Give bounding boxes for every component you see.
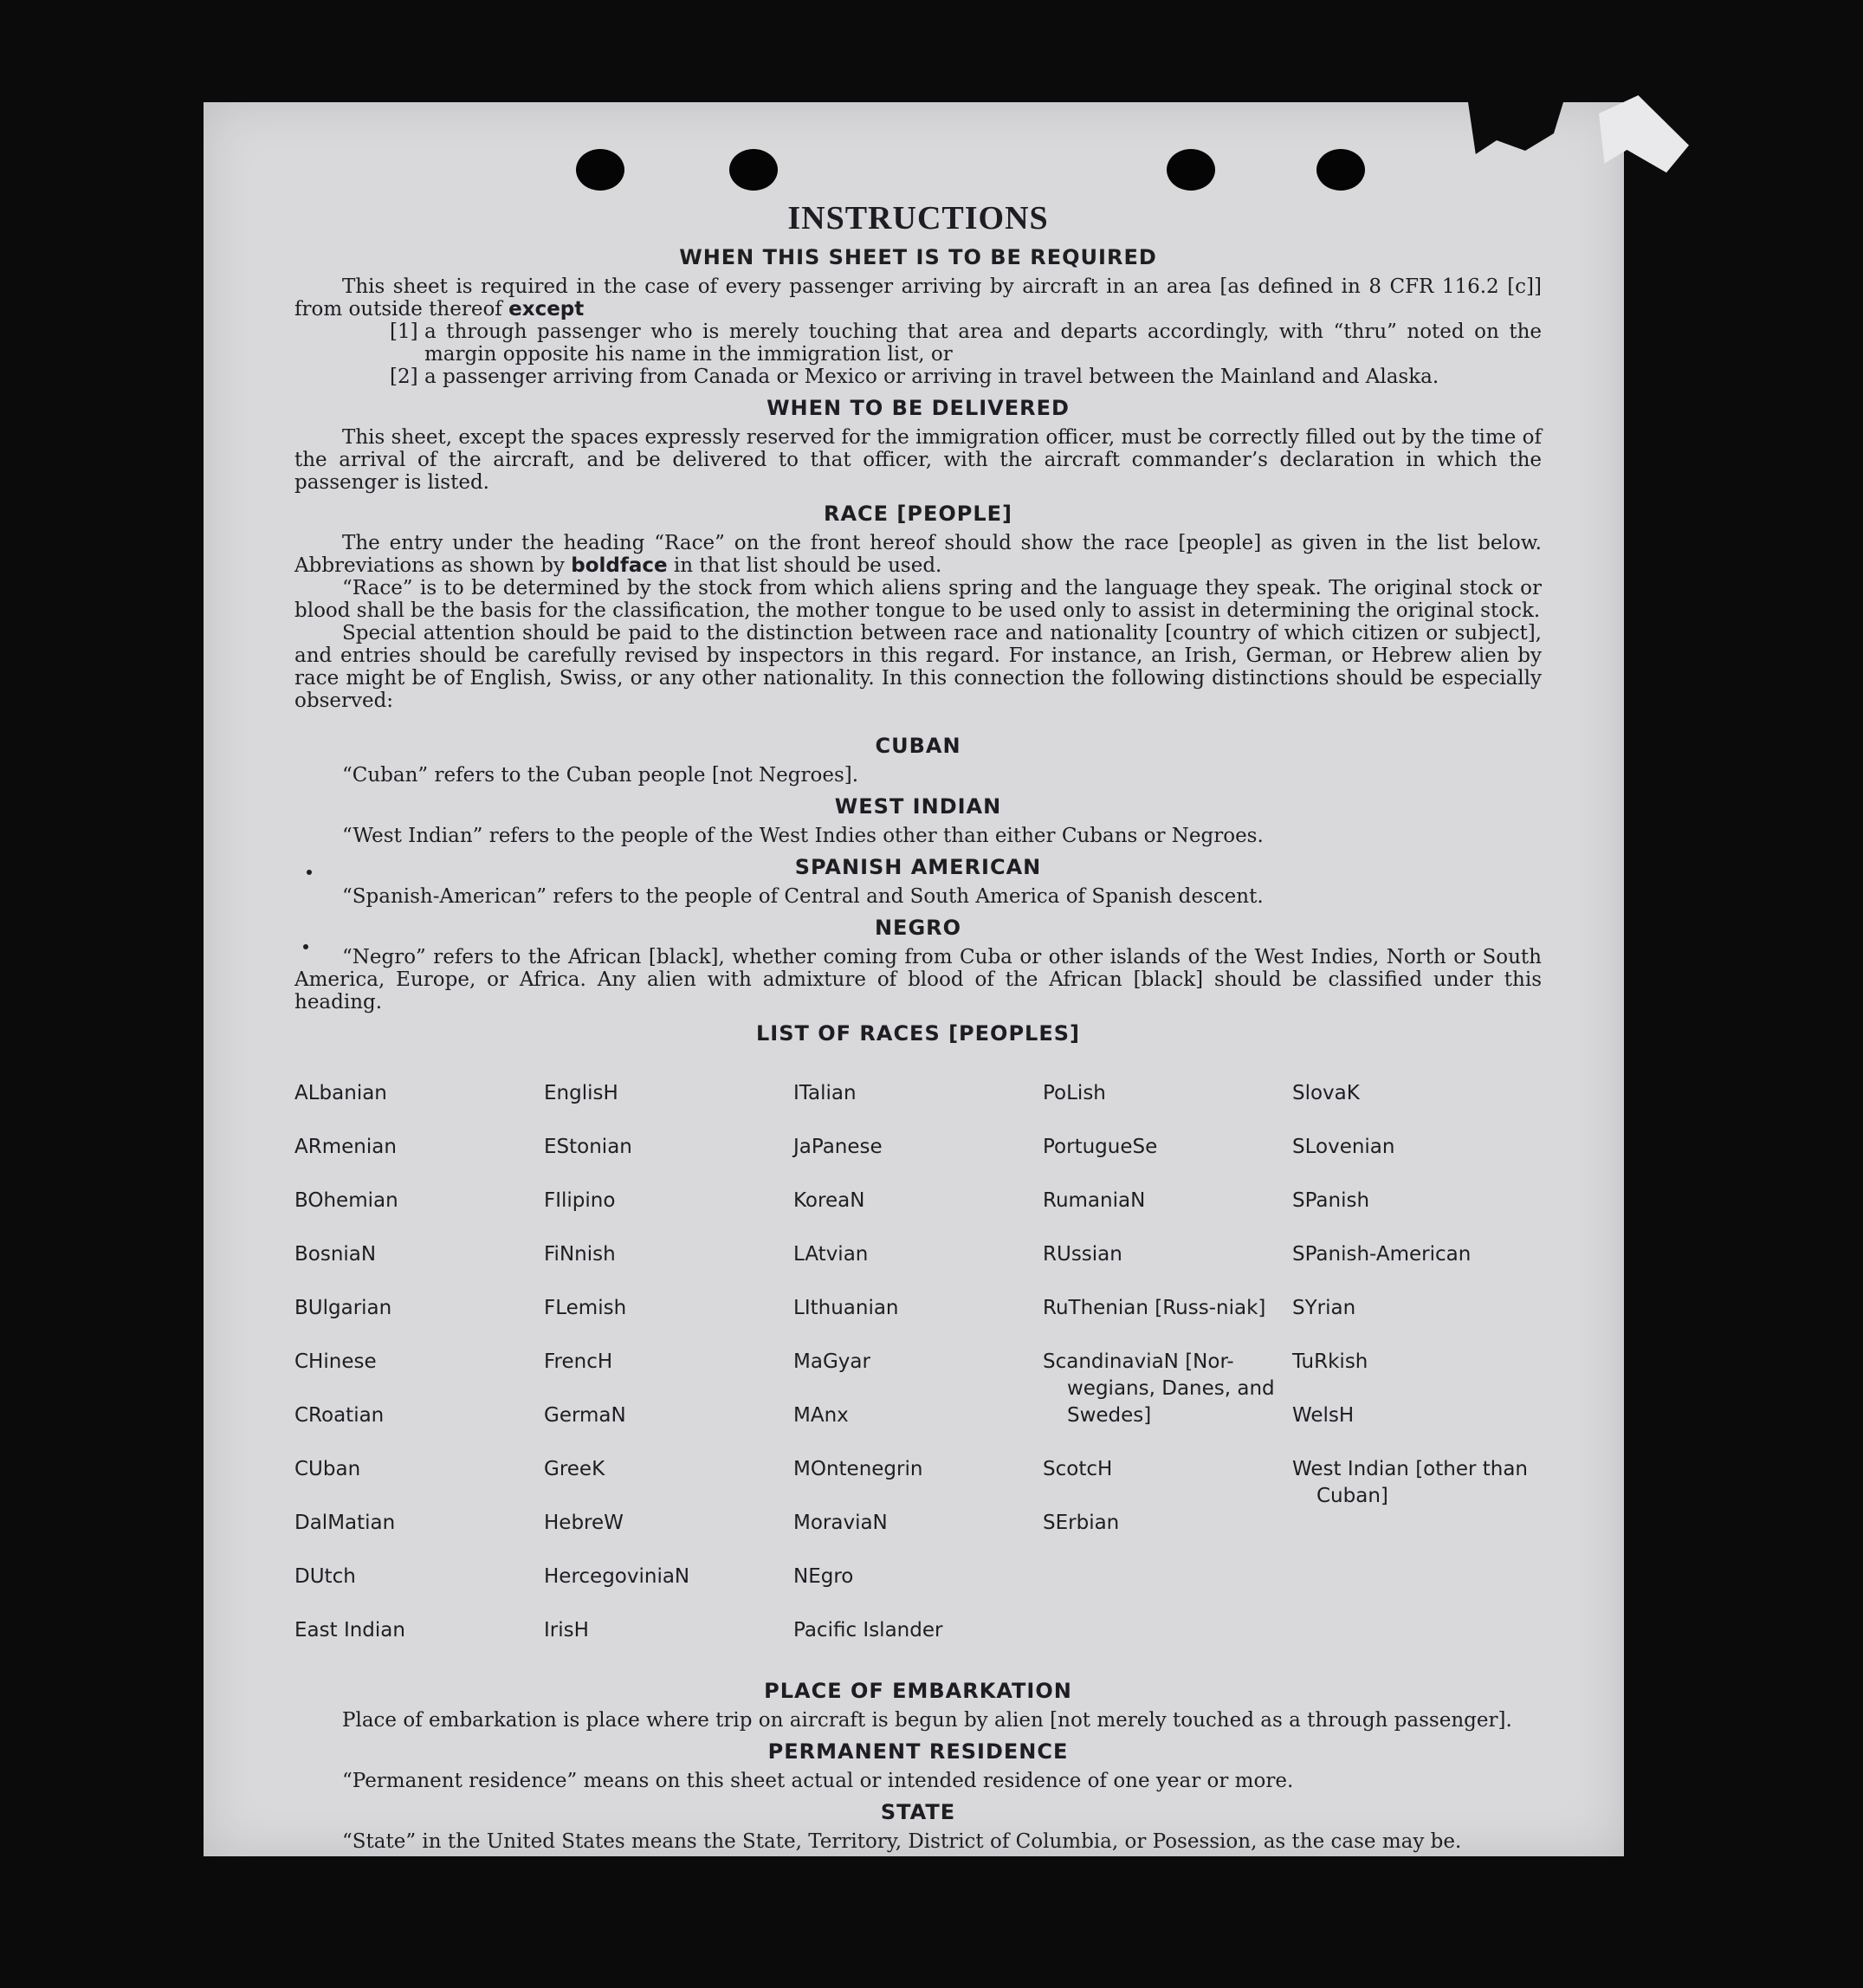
race-entry: BUlgarian	[294, 1297, 392, 1319]
race-entry: ScandinaviaN [Nor-wegians, Danes, and Swedes]	[1043, 1350, 1275, 1427]
page-title: INSTRUCTIONS	[787, 200, 1049, 236]
race-entry: RumaniaN	[1043, 1189, 1146, 1212]
race-entry: NEgro	[793, 1565, 854, 1588]
item-text: a passenger arriving from Canada or Mexico or arriving in travel between the Mainland and Alaska.	[424, 366, 1439, 388]
required-item-2	[390, 366, 1542, 388]
race-entry: SErbian	[1043, 1512, 1120, 1534]
race-entry: West Indian [other than Cuban]	[1292, 1458, 1529, 1507]
races-column-1	[294, 1053, 544, 1671]
race-paragraph-3: Special attention should be paid to the distinction between race and nationality [country of which citizen or subject], and entries should be carefully revised by inspectors in this regard. For instance, an Irish, German, or Hebrew alien by race might be of English, Swiss, or any other nationality. In this connection the following distinctions should be especially observed:	[294, 622, 1542, 712]
heading-spanish-american: SPANISH AMERICAN	[794, 855, 1042, 879]
race-entry: PoLish	[1043, 1082, 1106, 1104]
race-entry: JaPanese	[793, 1136, 883, 1158]
race-entry: ALbanian	[294, 1082, 387, 1104]
item-text: a through passenger who is merely touching that area and departs accordingly, with “thru” noted on the margin opposite his name in the immigration list, or	[424, 321, 1542, 366]
required-item-1	[390, 321, 1542, 366]
bullet-mark	[307, 870, 312, 875]
race-entry: GermaN	[544, 1404, 626, 1427]
heading-embarkation: PLACE OF EMBARKATION	[764, 1679, 1072, 1703]
race-entry: BosniaN	[294, 1243, 377, 1266]
race-entry: HebreW	[544, 1512, 624, 1534]
punch-hole	[1167, 149, 1215, 191]
race-paragraph-1	[294, 532, 1542, 577]
race-entry: ScotcH	[1043, 1458, 1113, 1480]
races-column-5	[1292, 1053, 1542, 1671]
race-entry: FLemish	[544, 1297, 627, 1319]
heading-state: STATE	[880, 1800, 956, 1824]
race-entry: MaGyar	[793, 1350, 870, 1373]
race-entry: ITalian	[793, 1082, 857, 1104]
state-text: “State” in the United States means the State, Territory, District of Columbia, or Posession, as the case may be.	[342, 1830, 1462, 1853]
race-entry: PortugueSe	[1043, 1136, 1158, 1158]
punch-hole	[1316, 149, 1365, 191]
race-entry: SLovenian	[1292, 1136, 1395, 1158]
race-entry: MOntenegrin	[793, 1458, 923, 1480]
required-intro-bold: except	[508, 298, 585, 321]
heading-west-indian: WEST INDIAN	[834, 794, 1002, 819]
permanent-residence-text: “Permanent residence” means on this sheet actual or intended residence of one year or more.	[342, 1770, 1294, 1792]
item-number: [1]	[390, 321, 418, 343]
race-entry: SPanish	[1292, 1189, 1370, 1212]
instructions-content	[294, 199, 1542, 1853]
punch-hole	[729, 149, 778, 191]
race-entry: WelsH	[1292, 1404, 1355, 1427]
race-entry: RUssian	[1043, 1243, 1122, 1266]
race-entry: EnglisH	[544, 1082, 618, 1104]
races-column-3	[793, 1053, 1043, 1671]
race-entry: DUtch	[294, 1565, 356, 1588]
race-p1-text: The entry under the heading “Race” on the front hereof should show the race [people] as given in the list below. Abbreviations as shown by	[294, 532, 1542, 577]
race-entry: KoreaN	[793, 1189, 865, 1212]
race-paragraph-2: “Race” is to be determined by the stock from which aliens spring and the language they speak. The original stock or blood shall be the basis for the classification, the mother tongue to be used only to assist in determining the original stock.	[294, 577, 1542, 622]
west-indian-text: “West Indian” refers to the people of the West Indies other than either Cubans or Negroes.	[342, 825, 1264, 847]
race-entry: BOhemian	[294, 1189, 398, 1212]
race-entry: SYrian	[1292, 1297, 1356, 1319]
race-entry: LAtvian	[793, 1243, 869, 1266]
race-entry: RuThenian [Russ-niak]	[1043, 1297, 1266, 1319]
race-entry: HercegoviniaN	[544, 1565, 690, 1588]
item-number: [2]	[390, 366, 418, 388]
required-intro	[294, 275, 1542, 321]
heading-delivered: WHEN TO BE DELIVERED	[767, 396, 1070, 420]
race-entry: MAnx	[793, 1404, 849, 1427]
cuban-text: “Cuban” refers to the Cuban people [not Negroes].	[342, 764, 859, 787]
torn-flap	[1576, 95, 1689, 186]
heading-required: WHEN THIS SHEET IS TO BE REQUIRED	[679, 245, 1157, 269]
race-entry: GreeK	[544, 1458, 605, 1480]
heading-race: RACE [PEOPLE]	[823, 502, 1013, 526]
race-entry: EStonian	[544, 1136, 632, 1158]
race-entry: SPanish-American	[1292, 1243, 1472, 1266]
race-entry: ARmenian	[294, 1136, 397, 1158]
heading-cuban: CUBAN	[875, 734, 961, 758]
race-p1-bold: boldface	[571, 554, 668, 577]
races-column-2	[544, 1053, 793, 1671]
race-entry: FiNnish	[544, 1243, 616, 1266]
race-entry: FrencH	[544, 1350, 613, 1373]
negro-text: “Negro” refers to the African [black], whether coming from Cuba or other islands of the West Indies, North or South America, Europe, or Africa. Any alien with admixture of blood of the African [black] should be classified under this heading.	[294, 946, 1542, 1013]
race-entry: IrisH	[544, 1619, 589, 1642]
race-entry: TuRkish	[1292, 1350, 1368, 1373]
heading-list-of-races: LIST OF RACES [PEOPLES]	[756, 1021, 1080, 1046]
race-entry: LIthuanian	[793, 1297, 899, 1319]
bullet-mark	[303, 944, 308, 949]
spanish-american-text: “Spanish-American” refers to the people of Central and South America of Spanish descent.	[342, 885, 1264, 908]
race-entry: FIlipino	[544, 1189, 616, 1212]
delivered-text: This sheet, except the spaces expressly reserved for the immigration officer, must be correctly filled out by the time of the arrival of the aircraft, and be delivered to that officer, with the aircraft commander’s declaration in which the passenger is listed.	[294, 426, 1542, 494]
punch-hole	[576, 149, 624, 191]
required-intro-text: This sheet is required in the case of every passenger arriving by aircraft in an area [as defined in 8 CFR 116.2 [c]] from outside thereof	[294, 275, 1542, 321]
race-entry: CUban	[294, 1458, 361, 1480]
heading-permanent-residence: PERMANENT RESIDENCE	[767, 1739, 1069, 1764]
race-entry: CRoatian	[294, 1404, 385, 1427]
race-entry: Pacific Islander	[793, 1619, 943, 1642]
races-column-4	[1043, 1053, 1292, 1671]
race-p1-text-end: in that list should be used.	[673, 554, 942, 577]
race-entry: East Indian	[294, 1619, 405, 1642]
race-entry: DalMatian	[294, 1512, 396, 1534]
embarkation-text: Place of embarkation is place where trip on aircraft is begun by alien [not merely touched as a through passenger].	[342, 1709, 1512, 1732]
torn-corner	[1468, 102, 1563, 172]
document-sheet	[204, 102, 1624, 1856]
race-entry: MoraviaN	[793, 1512, 888, 1534]
race-entry: SlovaK	[1292, 1082, 1360, 1104]
heading-negro: NEGRO	[874, 916, 962, 940]
races-list	[294, 1053, 1542, 1671]
race-entry: CHinese	[294, 1350, 377, 1373]
